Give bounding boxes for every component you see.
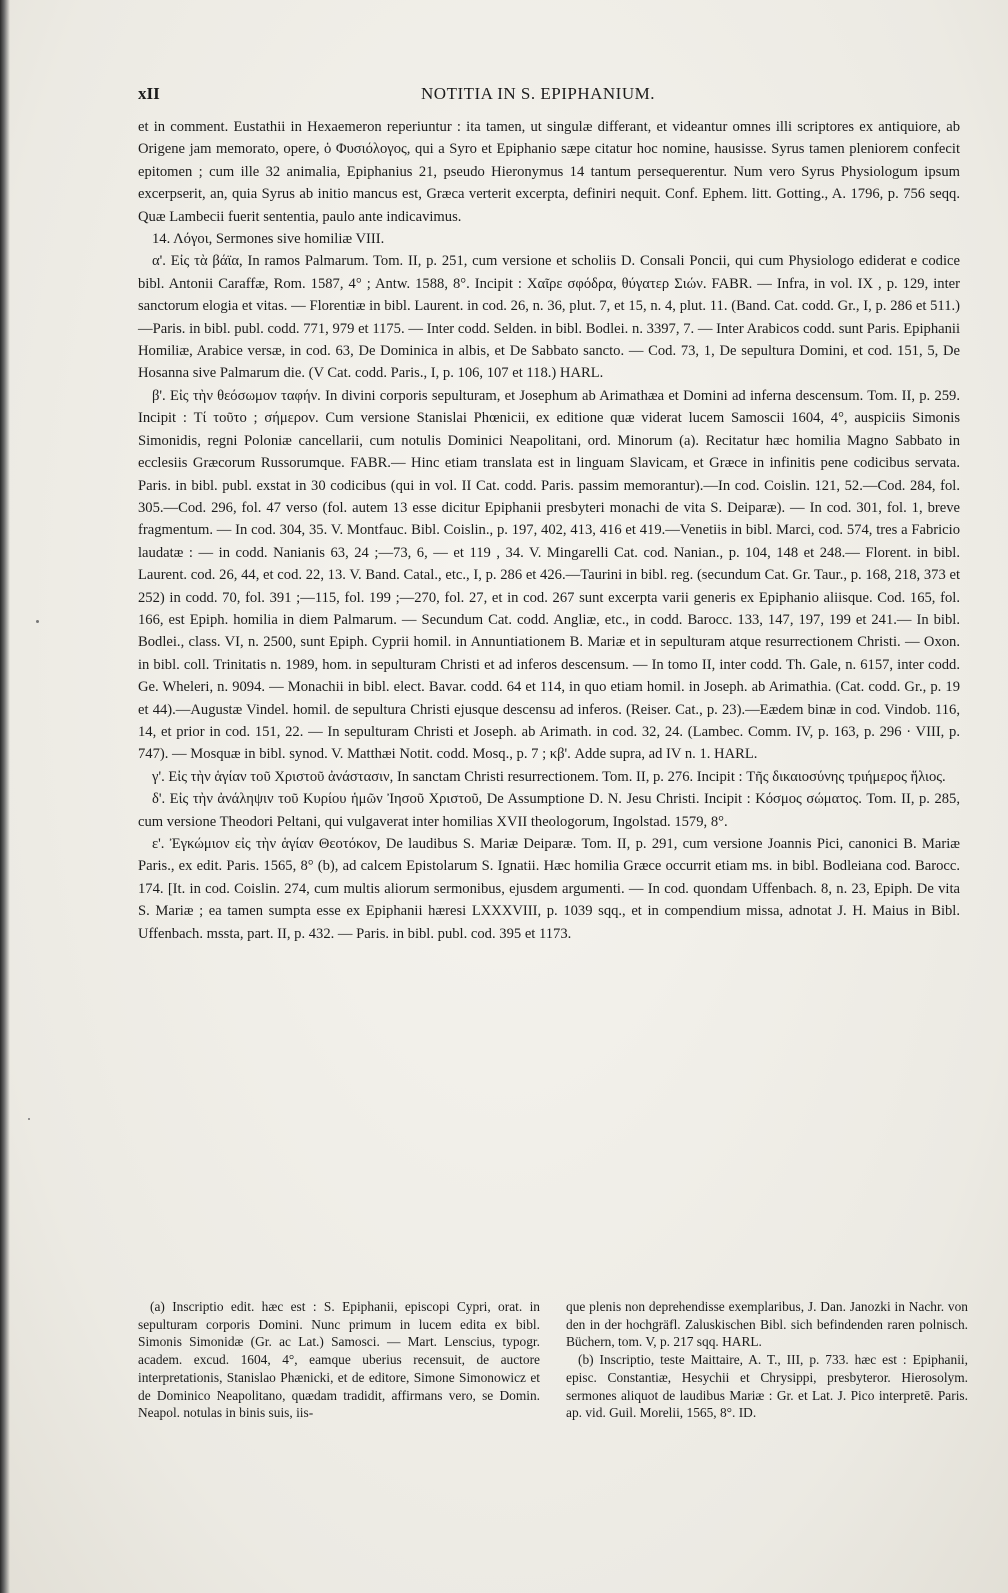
paragraph-physiologus: et in comment. Eustathii in Hexaemeron reperiuntur : ita tamen, ut singulæ differant, et videantur omnes illi scriptores ex antiquiore, ab Origene jam memorato, opere, ὁ Φυσιόλογος, qui a Syro et Epiphanio sæpe citatur hoc nomine, hausisse. Syrus tamen pleniorem confecit epitomen ; cum ille 32 animalia, Epiphanius 21, pseudo Hieronymus 14 tantum persequerentur. Num vero Syrus Physiologum ipsum excerpserit, an, quia Syrus ab initio mancus est, Græca verterit excerpta, definiri nequit. Conf. Ephem. litt. Gotting., A. 1796, p. 756 seqq. Quæ Lambecii fuerit sententia, paulo ante indicavimus. — [138, 119, 960, 225]
footnotes — [138, 1298, 968, 1448]
paragraph-homily-alpha: α'. Εἰς τὰ βάϊα, In ramos Palmarum. Tom. II, p. 251, cum versione et scholiis D. Consali Poncii, qui cum Physiologo ediderat e codice bibl. Antonii Caraffæ, Rom. 1587, 4° ; Antw. 1588, 8°. Incipit : Χαῖρε σφόδρα, θύγατερ Σιών. FABR. — Infra, in vol. IX , p. 129, inter sanctorum elogia et vitas. — Florentiæ in bibl. Laurent. in cod. 26, n. 36, plut. 7, et 15, n. 4, plut. 11. (Band. Cat. codd. Gr., I, p. 286 et 511.) —Paris. in bibl. publ. codd. 771, 979 et 1175. — Inter codd. Selden. in bibl. Bodlei. n. 3397, 7. — Inter Arabicos codd. sunt Paris. Epiphanii Homiliæ, Arabice versæ, in cod. 63, De Dominica in albis, et De Sabbato sancto. — Cod. 73, 1, De sepultura Domini, et cod. 151, 5, De Hosanna sive Palmarum die. (V Cat. codd. Paris., I, p. 106, 107 et 118.) HARL. — [138, 253, 960, 382]
footnote-column-right — [566, 1298, 968, 1422]
paragraph-homily-epsilon: ε'. Ἐγκώμιον εἰς τὴν ἁγίαν Θεοτόκον, De laudibus S. Mariæ Deiparæ. Tom. II, p. 291, cum versione Joannis Pici, canonici B. Mariæ Paris., ex edit. Paris. 1565, 8° (b), ad calcem Epistolarum S. Ignatii. Hæc homilia Græce occurrit etiam ms. in bibl. Bodleiana cod. Barocc. 174. [It. in cod. Coislin. 274, cum multis aliorum sermonibus, ejusdem argumenti. — In cod. quondam Uffenbach. 8, n. 23, Epiph. De vita S. Mariæ ; ea tamen sumpta esse ex Epiphanii hæresi LXXXVIII, p. 1039 sqq., et in compendium missa, adnotat J. H. Maius in Bibl. Uffenbach. mssta, part. II, p. 432. — Paris. in bibl. publ. cod. 395 et 1173. — [138, 836, 960, 942]
section-heading-sermones: 14. Λόγοι, Sermones sive homiliæ VIII. — [152, 231, 385, 248]
paragraph-homily-beta: β'. Εἰς τὴν θεόσωμον ταφήν. In divini corporis sepulturam, et Josephum ab Arimathæa et Domini ad inferna descensum. Tom. II, p. 259. Incipit : Τί τοῦτο ; σήμερον. Cum versione Stanislai Phœnicii, ex editione quæ viderat lucem Samoscii 1604, 4°, auspiciis Simonis Simonidis, regni Poloniæ cancellarii, cum notulis Dominici Neapolitani, ord. Minorum (a). Recitatur hæc homilia Magno Sabbato in ecclesiis Græcorum Russorumque. FABR.— Hinc etiam translata est in linguam Slavicam, et Græce in infinitis pene codicibus servata. Paris. in bibl. publ. exstat in 30 codicibus (qui in vol. II Cat. codd. Paris. passim memorantur).—In cod. Coislin. 121, 52.—Cod. 284, fol. 305.—Cod. 296, fol. 47 verso (fol. autem 13 esse dicitur Epiphanii presbyteri monachi de vita S. Deiparæ). — In cod. 301, fol. 1, breve fragmentum. — In cod. 304, 35. V. Montfauc. Bibl. Coislin., p. 197, 402, 413, 416 et 419.—Venetiis in bibl. Marci, cod. 574, tres a Fabricio laudatæ : — in codd. Nanianis 63, 24 ;—73, 6, — et 119 , 34. V. Mingarelli Cat. cod. Nanian., p. 104, 148 et 248.— Florent. in bibl. Laurent. cod. 26, 44, et cod. 22, 13. V. Band. Catal., etc., I, p. 286 et 426.—Taurini in bibl. reg. (secundum Cat. Gr. Taur., p. 168, 218, 373 et 252) in codd. 70, fol. 391 ;—115, fol. 199 ;—270, fol. 27, et in cod. 267 sunt excerpta varii generis ex Epiphanio aliisque. Cod. 165, fol. 166, est Epiph. homilia in diem Palmarum. — Secundum Cat. codd. Angliæ, etc., in codd. Barocc. 133, 147, 197, 199 et 241.— In bibl. Bodlei., class. VI, n. 2500, sunt Epiph. Cyprii homil. in Annuntiationem B. Mariæ et in sepulturam atque resurrectionem Christi. — Oxon. in bibl. coll. Trinitatis n. 1989, hom. in sepulturam Christi et ad inferos descensum. — In tomo II, inter codd. Th. Gale, n. 6157, inter codd. Ge. Wheleri, n. 9094. — Monachii in bibl. elect. Bavar. codd. 64 et 114, in quo etiam homil. in Joseph. ab Arimathia. (Cat. codd. Gr., p. 19 et 44).—Augustæ Vindel. homil. de sepultura Christi ejusque descensu ad inferos. (Reiser. Cat., p. 23).—Eædem binæ in cod. Vindob. 116, 14, et prior in cod. 151, 22. — In sepulturam Christi et Joseph. ab Arimath. in cod. 32, 24. (Lambec. Comm. IV, p. 163, p. 296 · VIII, p. 747). — Mosquæ in bibl. synod. V. Matthæi Notit. codd. Mosq., p. 7 ; κβ'. Adde supra, ad IV n. 1. HARL. — [138, 387, 960, 763]
footnote-b: (b) Inscriptio, teste Maittaire, A. T., III, p. 733. hæc est : Epiphanii, episc. Constantiæ, Hesychii et Chrysippi, presbyteror. Hierosolym. sermones aliquot de laudibus Mariæ : Gr. et Lat. J. Pico interpretē. Paris. ap. vid. Guil. Morelii, 1565, 8°. ID. — [566, 1352, 968, 1421]
footnote-a: (a) Inscriptio edit. hæc est : S. Epiphanii, episcopi Cypri, orat. in sepulturam corporis Domini. Nunc primum in lucem edita ex bibl. Simonis Simonidæ (Gr. ac Lat.) Samosci. — Mart. Lenscius, typogr. academ. excud. 1604, 4°, eamque uberius recensuit, de auctore interpretationis, Stanislao Phænicki, et de editore, Simone Simonowicz et de Dominico Neapolitano, quædam tradidit, affirmans vero, se Domin. Neapol. notulas in binis suis, iis- — [138, 1299, 540, 1421]
folio-number: xII — [138, 84, 160, 103]
scan-speck — [28, 1118, 30, 1120]
scan-left-edge — [0, 0, 10, 1593]
page-header — [138, 84, 938, 106]
footnote-a-continued: que plenis non deprehendisse exemplaribus, J. Dan. Janozki in Nachr. von den in der hochgräfl. Zaluskischen Bibl. sich befindenden raren polnisch. Büchern, tom. V, p. 217 sqq. HARL. — [566, 1299, 968, 1350]
paragraph-homily-gamma: γ'. Εἰς τὴν ἁγίαν τοῦ Χριστοῦ ἀνάστασιν, In sanctam Christi resurrectionem. Tom. II, p. 276. Incipit : Τῆς δικαιοσύνης τριήμερος ἥλιος. — [152, 768, 946, 785]
footnote-column-left — [138, 1298, 540, 1422]
running-title: NOTITIA IN S. EPIPHANIUM. — [421, 84, 655, 103]
main-text — [138, 116, 960, 945]
scan-speck — [36, 620, 39, 623]
paragraph-homily-delta: δ'. Εἰς τὴν ἀνάληψιν τοῦ Κυρίου ἡμῶν Ἰησοῦ Χριστοῦ, De Assumptione D. N. Jesu Christi. Incipit : Κόσμος σώματος. Tom. II, p. 285, cum versione Theodori Peltani, qui vulgaverat inter homilias XVII theologorum, Ingolstad. 1579, 8°. — [138, 791, 960, 830]
